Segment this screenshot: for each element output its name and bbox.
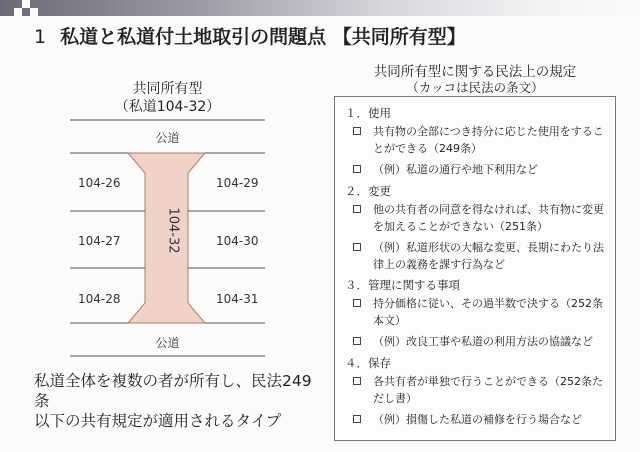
section-heading-preservation: ４．保存 xyxy=(345,356,391,370)
rule-item: （例）私道形状の大幅な変更、長期にわたり法律上の義務を課す行為など xyxy=(353,239,609,273)
diagram-title-type: 共同所有型 xyxy=(132,81,203,97)
title-number: 1 xyxy=(34,26,47,48)
rule-item: 他の共有者の同意を得なければ、共有物に変更を加えることができない（251条） xyxy=(353,201,609,235)
diagram-caption xyxy=(34,371,314,431)
checkbox-square-icon xyxy=(353,377,361,385)
rule-item: （例）改良工事や私道の利用方法の協議など xyxy=(353,333,609,350)
caption-line-1: 私道全体を複数の者が所有し、民法249条 xyxy=(34,372,312,410)
checkbox-square-icon xyxy=(353,127,361,135)
private-road-label: 104-32 xyxy=(165,207,181,254)
rules-subtitle: （カッコは民法の条文） xyxy=(406,80,544,95)
road-bottom-label: 公道 xyxy=(155,336,180,350)
page-title xyxy=(34,22,466,49)
lot-left-top: 104-26 xyxy=(78,176,121,190)
checkbox-square-icon xyxy=(353,299,361,307)
caption-line-2: 以下の共有規定が適用されるタイプ xyxy=(34,412,282,430)
diagram-title-lot: （私道104-32） xyxy=(114,99,221,115)
lot-right-mid: 104-30 xyxy=(216,234,259,248)
lot-right-bottom: 104-31 xyxy=(216,292,259,306)
checkbox-square-icon xyxy=(353,165,361,173)
rule-item: 共有物の全部につき持分に応じた使用をすることができる（249条） xyxy=(353,123,609,157)
checkbox-square-icon xyxy=(353,243,361,251)
rule-item: 各共有者が単独で行うことができる（252条ただし書） xyxy=(353,373,609,407)
section-heading-change: ２．変更 xyxy=(345,184,391,198)
rules-title: 共同所有型に関する民法上の規定 xyxy=(373,64,577,80)
rule-item: （例）損傷した私道の補修を行う場合など xyxy=(353,411,609,428)
civil-code-rules-box xyxy=(334,96,616,441)
title-text: 私道と私道付土地取引の問題点 【共同所有型】 xyxy=(60,26,466,48)
rule-item: （例）私道の通行や地下利用など xyxy=(353,161,609,178)
road-top-label: 公道 xyxy=(155,131,180,145)
lot-right-top: 104-29 xyxy=(216,176,259,190)
lot-left-mid: 104-27 xyxy=(78,234,121,248)
section-heading-management: ３．管理に関する事項 xyxy=(345,278,460,292)
rule-item: 持分価格に従い、その過半数で決する（252条本文） xyxy=(353,295,609,329)
checkbox-square-icon xyxy=(353,205,361,213)
lot-left-bottom: 104-28 xyxy=(78,292,121,306)
header-decoration xyxy=(0,0,640,22)
checkbox-square-icon xyxy=(353,415,361,423)
private-road-diagram xyxy=(70,118,265,358)
section-heading-use: １．使用 xyxy=(345,106,391,120)
checkbox-square-icon xyxy=(353,337,361,345)
